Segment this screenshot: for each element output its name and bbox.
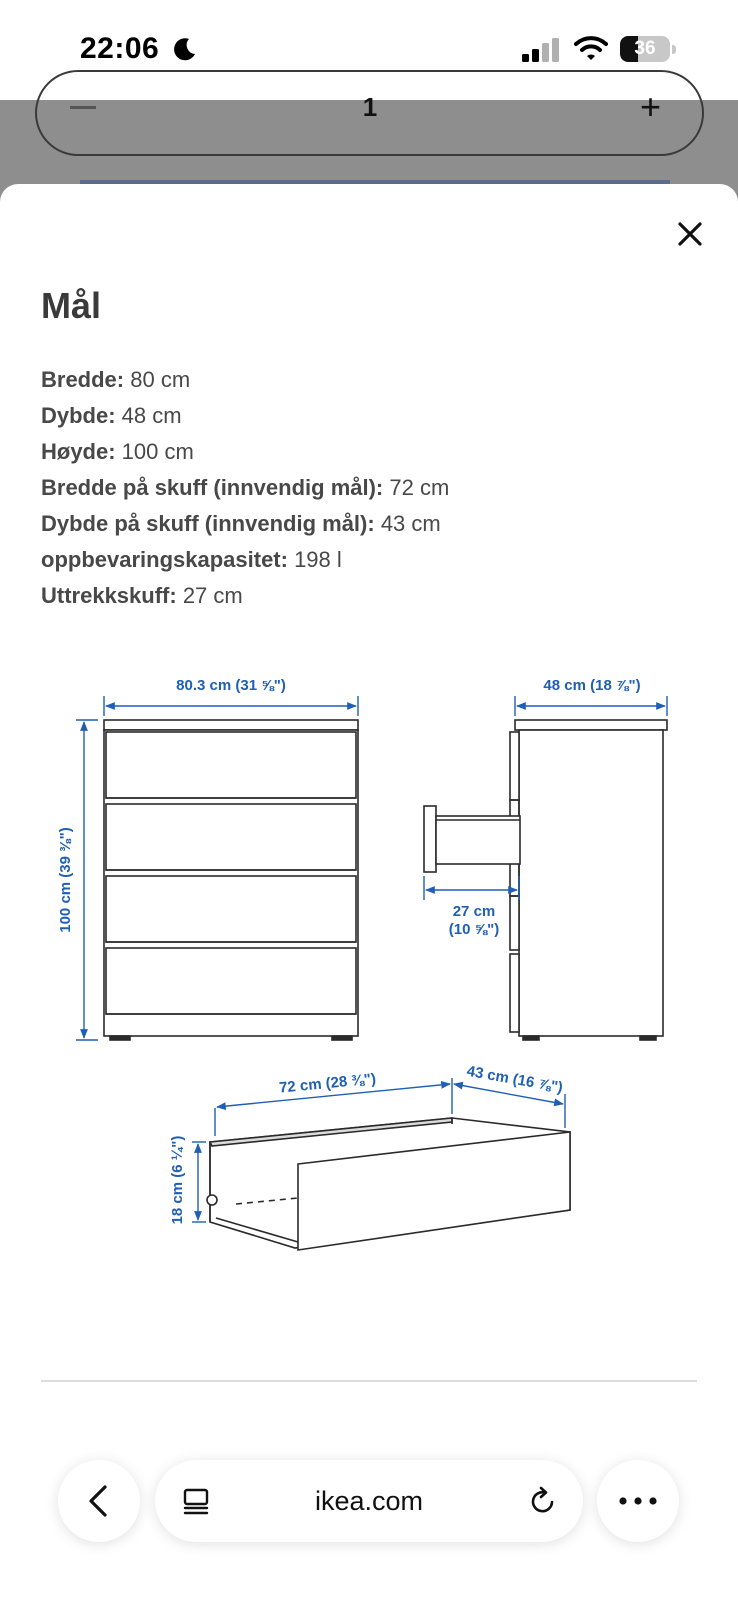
battery-level: 36 [634,38,656,59]
drawer-depth-dimension [454,1063,565,1128]
signal-icon [522,38,562,62]
spec-row-depth [41,398,721,434]
spec-label: Uttrekkskuff: [41,583,177,608]
drawer-width-dimension-label: 72 cm (28 ⅜") [278,1070,377,1097]
quantity-value: 1 [362,92,378,122]
spec-value: 198 l [287,547,342,572]
back-button[interactable] [58,1460,140,1542]
spec-value: 27 cm [176,583,243,608]
drawer-depth-dimension-label: 43 cm (16 ⅞") [465,1062,565,1097]
height-dimension [57,720,98,1040]
side-view [424,720,667,1040]
status-time: 22:06 [80,32,160,65]
spec-row-extension [41,578,721,614]
wifi-icon [574,34,608,62]
dimension-diagram [40,670,720,1310]
drawer-height-dimension [169,1136,206,1225]
width-dimension [104,677,358,716]
spec-value: 48 cm [115,403,182,428]
sheet-title: Mål [41,285,102,326]
minus-icon [70,106,96,109]
spec-row-capacity [41,542,721,578]
depth-dimension [515,677,667,716]
back-icon [58,1460,140,1542]
plus-icon: + [640,86,662,127]
spec-row-drawer-width [41,470,721,506]
spec-value: 43 cm [374,511,441,536]
spec-row-height [41,434,721,470]
spec-label: Dybde på skuff (innvendig mål): [41,511,375,536]
spec-row-width [41,362,721,398]
more-icon [597,1460,679,1542]
drawer-height-dimension-label: 18 cm (6 ¼") [169,1135,186,1225]
spec-list [41,362,721,614]
spec-label: Bredde: [41,367,125,392]
close-icon[interactable] [670,214,710,254]
spec-label: Bredde på skuff (innvendig mål): [41,475,384,500]
height-dimension-label: 100 cm (39 ⅜") [57,827,74,933]
extension-dimension-label-inch: (10 ⅝") [448,921,500,938]
section-divider [41,1380,697,1382]
spec-value: 100 cm [115,439,194,464]
front-view [104,720,358,1040]
spec-label: Høyde: [41,439,116,464]
spec-row-drawer-depth [41,506,721,542]
reload-icon[interactable] [527,1485,559,1517]
spec-label: oppbevaringskapasitet: [41,547,288,572]
spec-value: 80 cm [124,367,191,392]
drawer-view [207,1118,570,1250]
extension-dimension [424,876,519,938]
moon-icon [172,36,198,62]
address-bar[interactable] [155,1460,583,1542]
more-button[interactable] [597,1460,679,1542]
width-dimension-label: 80.3 cm (31 ⅝") [176,677,286,694]
spec-label: Dybde: [41,403,116,428]
spec-value: 72 cm [383,475,450,500]
battery-icon [620,36,676,62]
depth-dimension-label: 48 cm (18 ⅞") [543,677,641,694]
extension-dimension-label: 27 cm [452,903,496,920]
url-text[interactable]: ikea.com [314,1486,424,1516]
